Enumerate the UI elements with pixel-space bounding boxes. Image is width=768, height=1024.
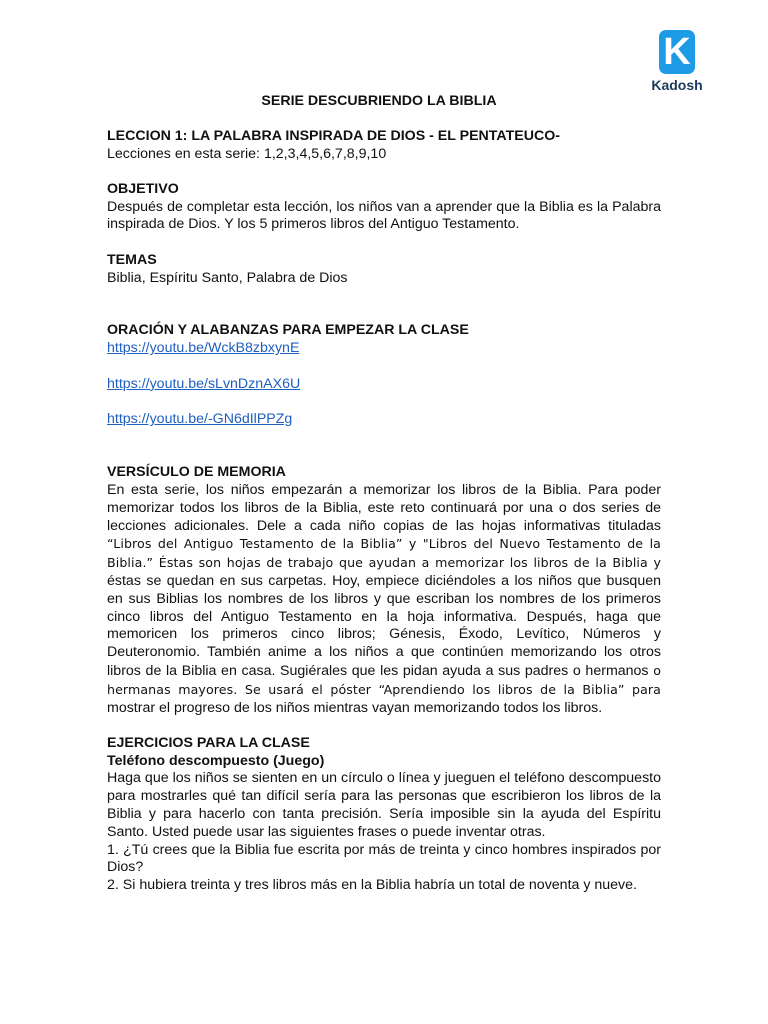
temas-text: Biblia, Espíritu Santo, Palabra de Dios <box>107 269 348 286</box>
versiculo-run-4: o hermanas mayores. Se usará el póster “Aprendiendo los libros de la Biblia” para <box>107 662 661 697</box>
youtube-link-1[interactable]: https://youtu.be/WckB8zbxynE <box>107 340 300 357</box>
ejercicios-text: Haga que los niños se sienten en un círculo o línea y jueguen el teléfono descompuesto para mostrarles qué tan difícil sería para las personas que escribieron los libros de la Biblia y para hacerlo con tanta precisión. Sería imposible sin la ayuda del Espíritu Santo. Usted puede usar las siguientes frases o puede inventar otras. <box>107 770 661 840</box>
youtube-link-3[interactable]: https://youtu.be/-GN6dIlPPZg <box>107 411 293 428</box>
kadosh-k-icon <box>659 30 695 74</box>
objetivo-text: Después de completar esta lección, los niños van a aprender que la Biblia es la Palabra inspirada de Dios. Y los 5 primeros libros del Antiguo Testamento. <box>107 198 661 233</box>
temas-heading: TEMAS <box>107 251 157 268</box>
logo-letter: K <box>663 31 691 73</box>
logo-name: Kadosh <box>651 77 703 93</box>
versiculo-text <box>107 482 661 717</box>
document-body <box>107 90 661 895</box>
versiculo-run-3: éstas se quedan en sus carpetas. Hoy, empiece diciéndoles a los niños que busquen en sus Biblias los nombres de los libros y que escriban los nombres de los primeros cinco libros del Antiguo Testamento en la hoja informativa. Después, haga que memoricen los primeros cinco libros; Génesis, Éxodo, Levítico, Números y Deuteronomio. También anime a los niños a que continúen memorizando los otros libros de la Biblia en casa. Sugiérales que les pidan ayuda a sus padres o hermanos <box>107 572 661 679</box>
ejercicio-item-1: 1. ¿Tú crees que la Biblia fue escrita por más de treinta y cinco hombres inspirados por Dios? <box>107 841 661 876</box>
ejercicios-subheading: Teléfono descompuesto (Juego) <box>107 752 325 769</box>
lesson-title: LECCION 1: LA PALABRA INSPIRADA DE DIOS - EL PENTATEUCO- <box>107 127 560 144</box>
objetivo-heading: OBJETIVO <box>107 180 179 197</box>
oracion-heading: ORACIÓN Y ALABANZAS PARA EMPEZAR LA CLASE <box>107 322 469 339</box>
versiculo-run-1: En esta serie, los niños empezarán a memorizar los libros de la Biblia. Para poder memorizar todos los libros de la Biblia, este reto continuará por una o dos series de lecciones adicionales. Dele a cada niño copias de las hojas informativas tituladas <box>107 481 661 534</box>
lessons-line: Lecciones en esta serie: 1,2,3,4,5,6,7,8,9,10 <box>107 145 387 162</box>
ejercicio-item-2: 2. Si hubiera treinta y tres libros más en la Biblia habría un total de noventa y nueve. <box>107 877 637 894</box>
series-title: SERIE DESCUBRIENDO LA BIBLIA <box>261 93 497 109</box>
youtube-link-2[interactable]: https://youtu.be/sLvnDznAX6U <box>107 375 301 392</box>
versiculo-run-2: “Libros del Antiguo Testamento de la Biblia” y "Libros del Nuevo Testamento de la Biblia.” Éstas son hojas de trabajo que ayudan a memorizar los libros de la Biblia y <box>107 536 661 571</box>
kadosh-logo <box>636 24 718 100</box>
versiculo-run-5: mostrar el progreso de los niños mientras vayan memorizando todos los libros. <box>107 699 603 716</box>
ejercicios-heading: EJERCICIOS PARA LA CLASE <box>107 734 310 751</box>
versiculo-heading: VERSÍCULO DE MEMORIA <box>107 464 286 481</box>
